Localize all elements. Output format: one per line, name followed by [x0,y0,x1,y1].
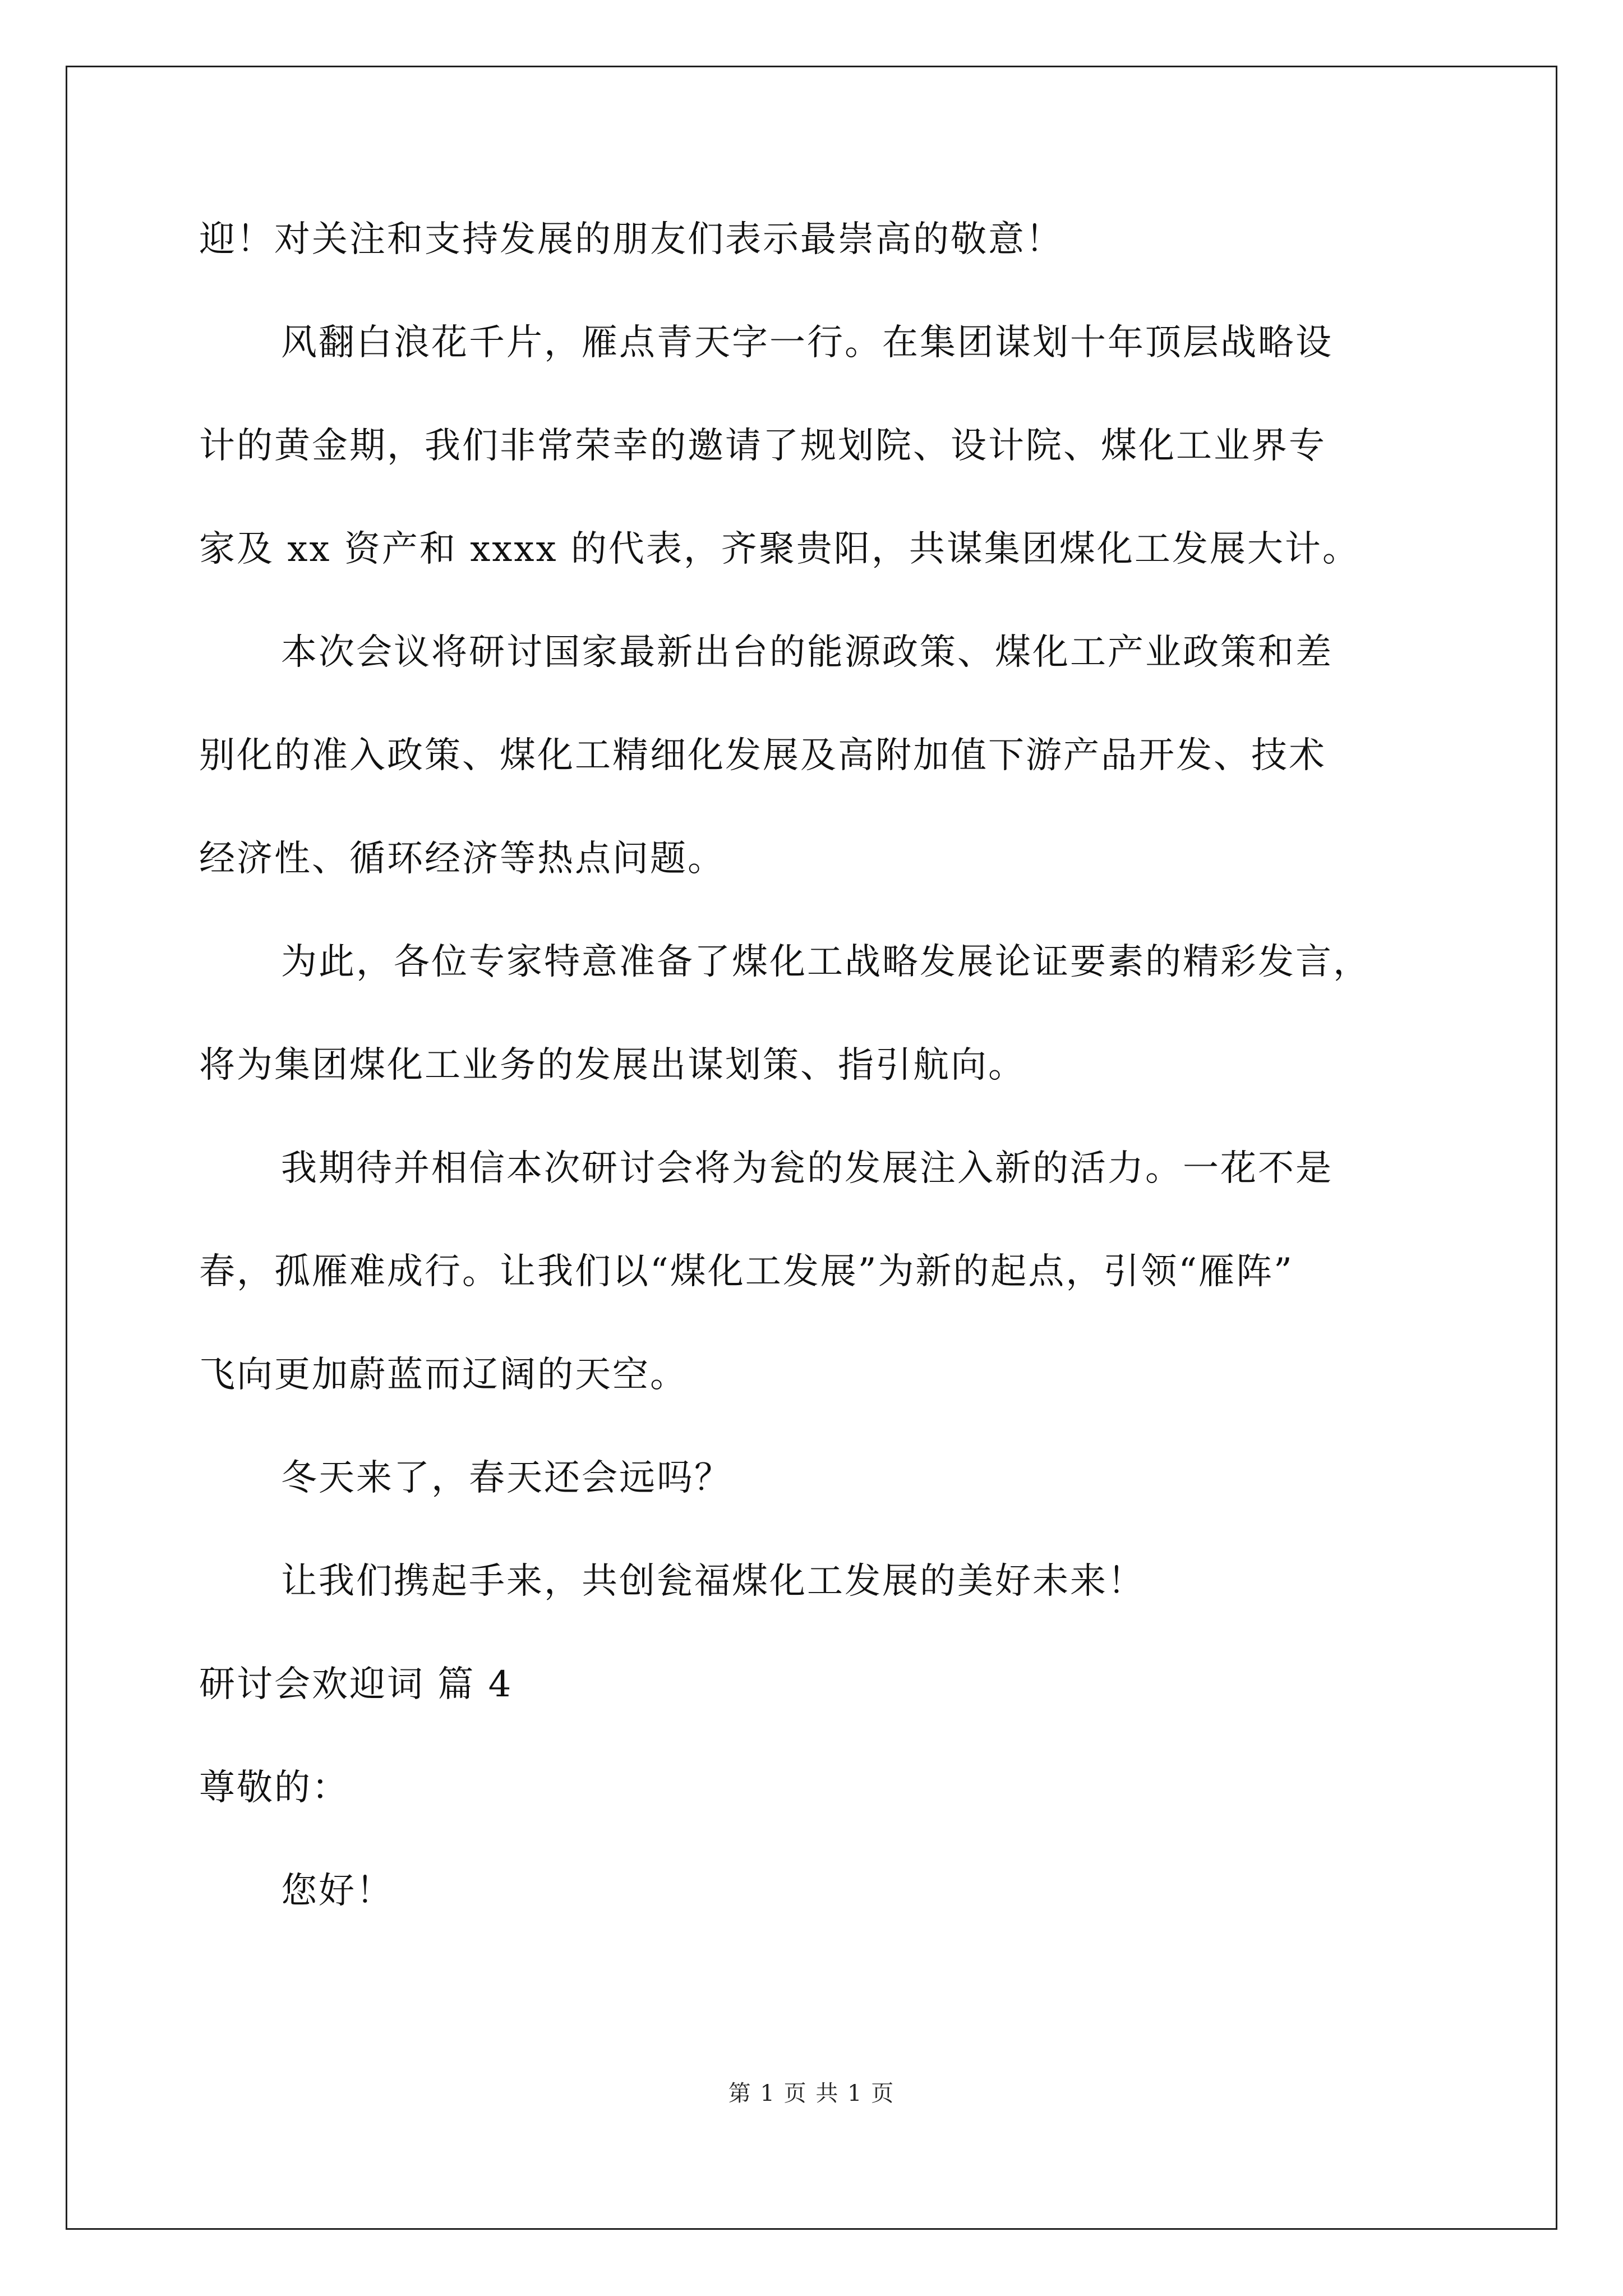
paragraph-line: 本次会议将研讨国家最新出台的能源政策、煤化工产业政策和差 [281,632,1333,673]
paragraph-line: 冬天来了，春天还会远吗？ [281,1457,732,1499]
paragraph-line: 别化的准入政策、煤化工精细化发展及高附加值下游产品开发、技术 [199,735,1326,776]
paragraph-line: 让我们携起手来，共创瓮福煤化工发展的美好未来！ [281,1561,1145,1602]
paragraph-line: 计的黄金期，我们非常荣幸的邀请了规划院、设计院、煤化工业界专 [199,425,1326,467]
paragraph-line: 迎！对关注和支持发展的朋友们表示最崇高的敬意！ [199,219,1063,260]
page-footer: 第 1 页 共 1 页 [728,2081,895,2106]
section-heading: 研讨会欢迎词 篇 4 [199,1664,513,1705]
paragraph-line: 将为集团煤化工业务的发展出谋划策、指引航向。 [199,1045,1026,1086]
greeting: 您好！ [281,1870,394,1912]
paragraph-line: 经济性、循环经济等热点问题。 [199,838,725,880]
paragraph-line: 风翻白浪花千片，雁点青天字一行。在集团谋划十年顶层战略设 [281,322,1333,364]
document-body [199,188,1433,1943]
paragraph-line: 飞向更加蔚蓝而辽阔的天空。 [199,1354,688,1396]
paragraph-line: 我期待并相信本次研讨会将为瓮的发展注入新的活力。一花不是 [281,1148,1333,1189]
salutation: 尊敬的： [199,1767,349,1809]
paragraph-line: 为此，各位专家特意准备了煤化工战略发展论证要素的精彩发言， [281,941,1371,983]
paragraph-line: 春，孤雁难成行。让我们以“煤化工发展”为新的起点，引领“雁阵” [199,1251,1294,1292]
paragraph-line: 家及 xx 资产和 xxxx 的代表，齐聚贵阳，共谋集团煤化工发展大计。 [199,528,1360,570]
